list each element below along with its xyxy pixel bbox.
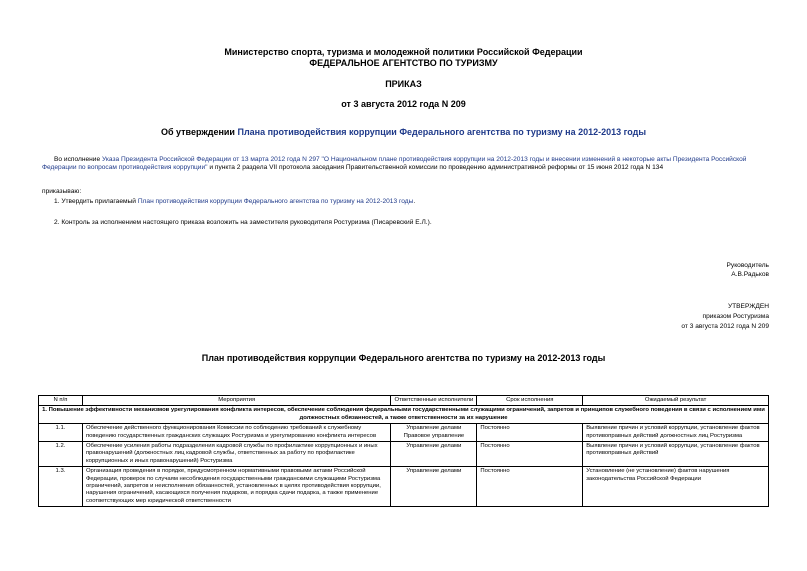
signature-name: А.В.Радьков [731, 271, 769, 278]
preamble-intro: Во исполнение [54, 156, 101, 163]
table-row [39, 467, 769, 507]
title-plan-link[interactable]: Плана противодействия коррупции Федерального агентства по туризму на 2012-2013 годы [237, 127, 647, 137]
row-result: Выявление причин и условий коррупции, установление фактов противоправных действий [583, 442, 769, 467]
order-item-1 [54, 198, 415, 206]
row-result: Выявление причин и условий коррупции, установление фактов противоправных действий должностных лиц Ростуризма [583, 424, 769, 442]
row-term: Постоянно [477, 467, 583, 507]
row-responsible: Управление делами [391, 467, 477, 507]
approval-date: от 3 августа 2012 года N 209 [681, 323, 769, 330]
row-responsible: Управление делами [391, 442, 477, 467]
signature-position: Руководитель [726, 262, 769, 269]
ministry-name: Министерство спорта, туризма и молодежной политики Российской Федерации [224, 47, 583, 57]
row-num: 1.2. [39, 442, 83, 467]
order-item-2: 2. Контроль за исполнением настоящего приказа возложить на заместителя руководителя Ростуризма (Писаревский Е.Л.). [54, 219, 432, 226]
section-row [39, 406, 769, 424]
decree-link[interactable]: Указа Президента Российской Федерации от 13 марта 2012 года N 297 "О Национальном плане противодействия коррупции на 2012-2013 годы и внесении изменений в некоторые акты Президента Российской Федерации по вопросам противодействия коррупции" [42, 156, 747, 172]
plan-title: План противодействия коррупции Федерального агентства по туризму на 2012-2013 годы [201, 353, 606, 363]
order-word: приказываю: [42, 188, 82, 195]
header-num: N п/п [39, 396, 83, 406]
header-action: Мероприятия [82, 396, 391, 406]
header-responsible: Ответственные исполнители [391, 396, 477, 406]
header-term: Срок исполнения [477, 396, 583, 406]
document-date: от 3 августа 2012 года N 209 [341, 99, 466, 109]
item1-prefix: 1. Утвердить прилагаемый [54, 198, 136, 205]
row-responsible: Управление делами Правовое управление [391, 424, 477, 442]
row-action: Обеспечение действенного функционирования Комиссии по соблюдению требований к служебному поведению государственных гражданских служащих Ростуризма и урегулированию конфликта интересов [82, 424, 391, 442]
document-title [0, 127, 807, 138]
preamble-rest: и пункта 2 раздела VII протокола заседания Правительственной комиссии по проведению административной реформы от 15 июня 2012 года N 134 [209, 164, 664, 172]
section-1-title: 1. Повышение эффективности механизмов урегулирования конфликта интересов, обеспечение соблюдения федеральными государственными служащими ограничений, запретов и принципов служебного поведения в связи с исполнением ими должностных обязанностей, а также ответственности за их нарушение [39, 406, 769, 424]
row-term: Постоянно [477, 424, 583, 442]
agency-name: ФЕДЕРАЛЬНОЕ АГЕНТСТВО ПО ТУРИЗМУ [309, 58, 498, 68]
row-term: Постоянно [477, 442, 583, 467]
preamble [42, 156, 772, 173]
row-num: 1.1. [39, 424, 83, 442]
table-row [39, 442, 769, 467]
plan-link[interactable]: План противодействия коррупции Федерального агентства по туризму на 2012-2013 годы [137, 198, 414, 205]
approval-by: приказом Ростуризма [702, 313, 769, 320]
table-header-row [39, 396, 769, 406]
table-row [39, 424, 769, 442]
row-action: Обеспечение усиления работы подразделения кадровой службы по профилактике коррупционных и иных правонарушений (должностных лиц кадровой службы, ответственных за работу по профилактике коррупционных и иных правонарушений) Ростуризма [82, 442, 391, 467]
header-result: Ожидаемый результат [583, 396, 769, 406]
title-prefix: Об утверждении [160, 127, 235, 137]
approval-status: УТВЕРЖДЕН [727, 303, 769, 310]
row-result: Установление (не установление) фактов нарушения законодательства Российской Федерации [583, 467, 769, 507]
row-action: Организация проведения в порядке, предусмотренном нормативными правовыми актами Российской Федерации, проверок по случаям несоблюдения государственными гражданскими служащими Ростуризма ограничений, запретов и неисполнения обязанностей, установленных в целях противодействия коррупции, нарушения ограничений, касающихся получения подарков, и порядка сдачи подарка, а также применение соответствующих мер юридической ответственности [82, 467, 391, 507]
row-num: 1.3. [39, 467, 83, 507]
document-type: ПРИКАЗ [385, 79, 422, 89]
item1-suffix: . [413, 198, 416, 205]
plan-table [38, 395, 769, 507]
